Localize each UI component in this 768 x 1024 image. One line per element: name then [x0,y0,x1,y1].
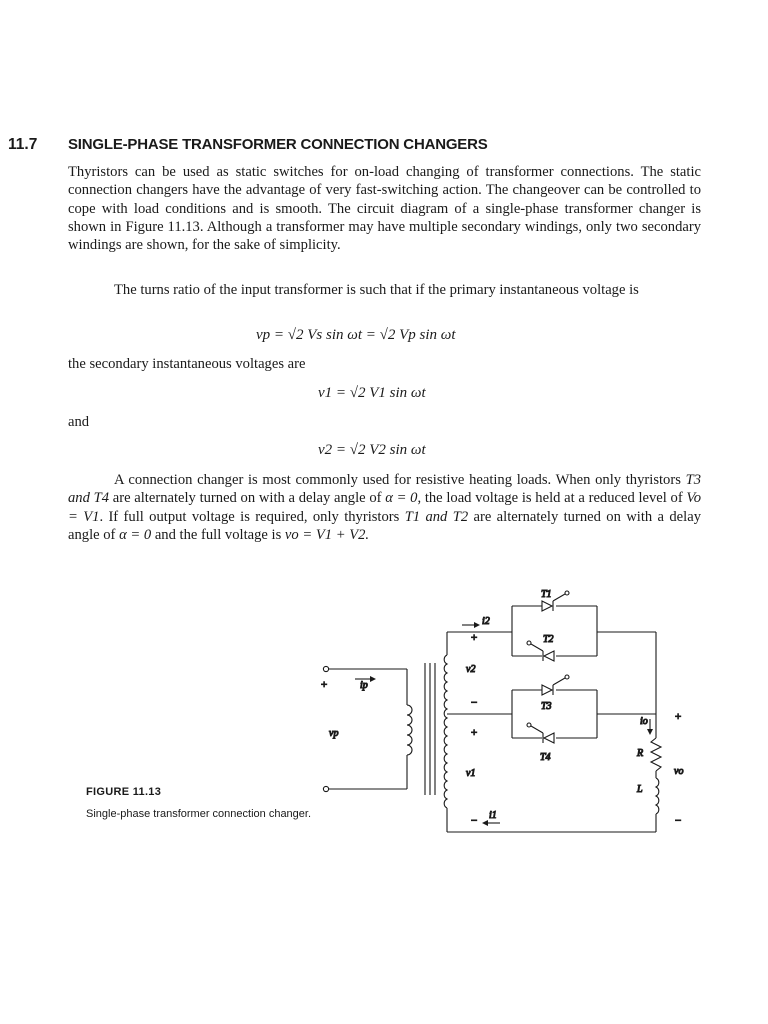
equation-v2: v2 = √2 V2 sin ωt [318,442,426,458]
label-r: R [637,748,644,759]
section-title: SINGLE-PHASE TRANSFORMER CONNECTION CHANGERS [68,136,488,153]
paragraph-connection-changer: A connection changer is most commonly used for resistive heating loads. When only thyristors T3 and T4 are alternately turned on with a delay angle of α = 0, the load voltage is held at a reduced level of Vo = V1. If full output voltage is required, only thyristors T1 and T2 are alternately turned on with a delay angle of α = 0 and the full voltage is vo = V1 + V2. [68,472,702,543]
label-vp: vp [329,728,339,739]
primary-plus: + [321,679,328,691]
label-ip: ip [360,680,368,691]
label-v1: v1 [466,768,476,779]
equation-v1: v1 = √2 V1 sin ωt [318,385,426,401]
label-t1: T1 [541,589,552,600]
paragraph-turns-ratio: The turns ratio of the input transformer is such that if the primary instantaneous voltage is [114,282,639,298]
label-io: io [640,716,648,727]
figure-label: FIGURE 11.13 [86,786,162,798]
math-t3-t4: T3 and T4 [68,472,701,507]
paragraph-and: and [68,414,90,430]
figure-caption: Single-phase transformer connection changer. [86,808,312,820]
label-vo: vo [674,766,684,777]
v1-plus: + [471,727,478,739]
label-t2: T2 [543,634,554,645]
load-rl [647,632,661,832]
vo-minus: − [675,815,682,827]
thyristor-pair-lower [512,675,656,743]
math-alpha-zero-2: α = 0 [119,526,152,543]
equation-primary-voltage: vp = √2 Vs sin ωt = √2 Vp sin ωt [256,327,456,343]
label-v2: v2 [466,664,476,675]
math-vo-reduced: Vo = V1 [68,490,702,525]
paragraph-intro: Thyristors can be used as static switches for on-load changing of transformer connections. The static connection changers have the advantage of very fast-switching action. The changeover can be controlled to cope with load conditions and is smooth. The circuit diagram of a single-phase transformer changer is shown in Figure 11.13. Although a transformer may have multiple secondary windings, only two secondary windings are shown, for the sake of simplicity. [68,164,701,254]
label-l: L [637,784,643,795]
label-i1: i1 [489,810,497,821]
math-vo-full: vo = V1 + V2. [284,526,370,543]
v2-plus: + [471,632,478,644]
label-t4: T4 [540,752,551,763]
math-t1-t2: T1 and T2 [404,508,469,525]
thyristor-pair-upper [512,591,656,661]
label-i2: i2 [482,616,490,627]
paragraph-secondary-voltages: the secondary instantaneous voltages are [68,356,306,372]
transformer-core [425,663,435,795]
math-alpha-zero: α = 0 [385,490,418,507]
section-number: 11.7 [8,136,38,153]
v2-minus: − [471,697,478,709]
v1-minus: − [471,815,478,827]
vo-plus: + [675,711,682,723]
label-t3: T3 [541,701,552,712]
